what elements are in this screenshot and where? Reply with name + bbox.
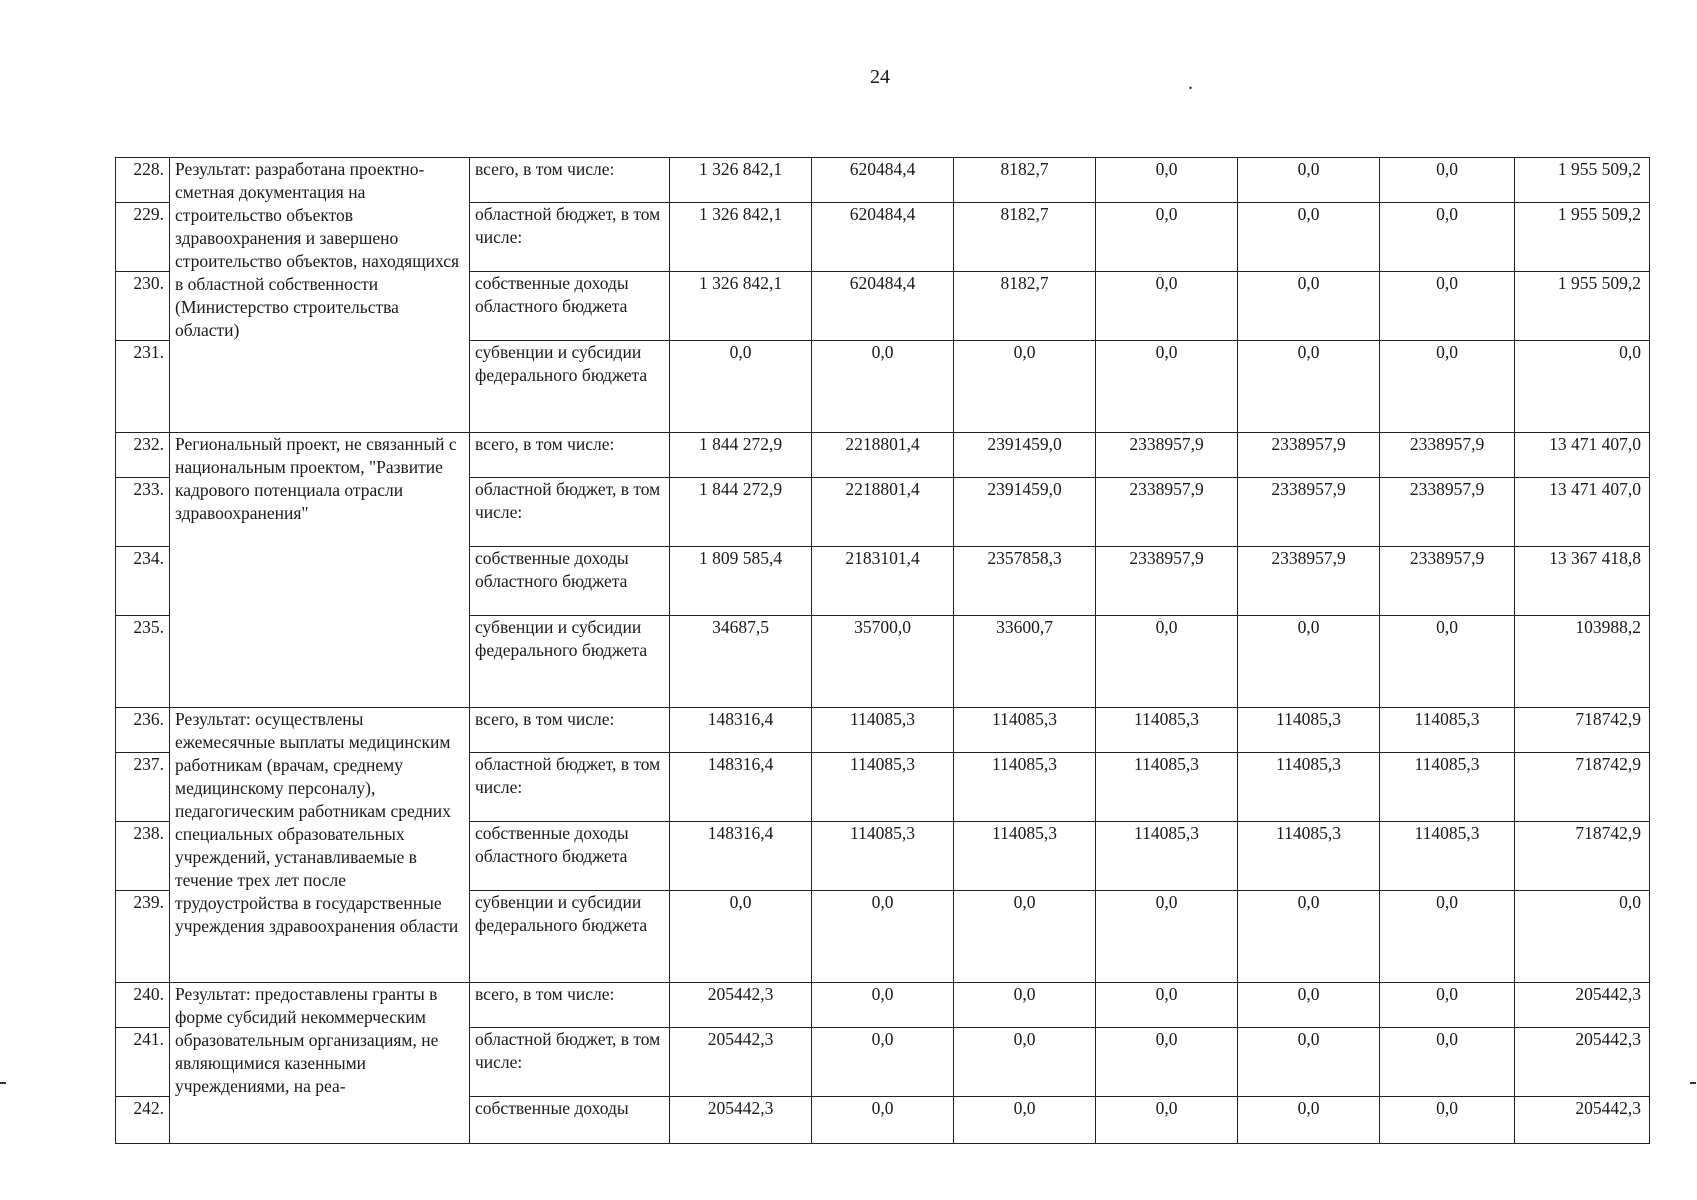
budget-table-body <box>116 158 1650 1144</box>
budget-table <box>115 157 1650 1144</box>
year-value: 1 326 842,1 <box>670 272 812 341</box>
row-number: 231. <box>116 341 170 433</box>
year-value: 35700,0 <box>812 616 954 708</box>
year-value: 0,0 <box>812 1028 954 1097</box>
year-value: 0,0 <box>954 1028 1096 1097</box>
total-value: 13 471 407,0 <box>1515 478 1650 547</box>
year-value: 0,0 <box>1238 158 1380 203</box>
row-number: 242. <box>116 1097 170 1144</box>
total-value: 205442,3 <box>1515 1028 1650 1097</box>
total-value: 1 955 509,2 <box>1515 203 1650 272</box>
row-number: 237. <box>116 753 170 822</box>
year-value: 114085,3 <box>954 708 1096 753</box>
year-value: 114085,3 <box>1238 708 1380 753</box>
year-value: 0,0 <box>1380 1097 1515 1144</box>
year-value: 0,0 <box>1238 891 1380 983</box>
year-value: 1 326 842,1 <box>670 158 812 203</box>
funding-source: собственные доходы областного бюджета <box>470 272 670 341</box>
result-description: Результат: предоставлены гранты в форме субсидий некоммерческим образовательным организациям, не являющимися казенными учреждениями, на реа- <box>170 983 470 1144</box>
year-value: 2338957,9 <box>1238 547 1380 616</box>
year-value: 114085,3 <box>1380 753 1515 822</box>
funding-source: субвенции и субсидии федерального бюджета <box>470 891 670 983</box>
row-number: 232. <box>116 433 170 478</box>
funding-source: всего, в том числе: <box>470 708 670 753</box>
year-value: 34687,5 <box>670 616 812 708</box>
year-value: 0,0 <box>812 891 954 983</box>
year-value: 2338957,9 <box>1238 433 1380 478</box>
year-value: 205442,3 <box>670 1028 812 1097</box>
year-value: 0,0 <box>1380 1028 1515 1097</box>
year-value: 2391459,0 <box>954 478 1096 547</box>
year-value: 0,0 <box>1096 616 1238 708</box>
table-row <box>116 708 1650 753</box>
year-value: 0,0 <box>1238 1028 1380 1097</box>
year-value: 0,0 <box>670 891 812 983</box>
year-value: 2357858,3 <box>954 547 1096 616</box>
year-value: 620484,4 <box>812 158 954 203</box>
table-row <box>116 433 1650 478</box>
funding-source: субвенции и субсидии федерального бюджета <box>470 616 670 708</box>
funding-source: субвенции и субсидии федерального бюджета <box>470 341 670 433</box>
year-value: 148316,4 <box>670 753 812 822</box>
year-value: 2338957,9 <box>1380 433 1515 478</box>
year-value: 0,0 <box>1096 272 1238 341</box>
year-value: 0,0 <box>1380 616 1515 708</box>
year-value: 8182,7 <box>954 158 1096 203</box>
year-value: 0,0 <box>954 341 1096 433</box>
funding-source: собственные доходы областного бюджета <box>470 822 670 891</box>
table-row <box>116 983 1650 1028</box>
year-value: 148316,4 <box>670 822 812 891</box>
row-number: 241. <box>116 1028 170 1097</box>
year-value: 2338957,9 <box>1096 547 1238 616</box>
year-value: 620484,4 <box>812 203 954 272</box>
year-value: 0,0 <box>812 1097 954 1144</box>
year-value: 8182,7 <box>954 203 1096 272</box>
margin-mark-right <box>1690 1082 1696 1084</box>
year-value: 0,0 <box>812 983 954 1028</box>
total-value: 0,0 <box>1515 341 1650 433</box>
year-value: 1 844 272,9 <box>670 478 812 547</box>
total-value: 0,0 <box>1515 891 1650 983</box>
year-value: 0,0 <box>1238 341 1380 433</box>
funding-source: областной бюджет, в том числе: <box>470 478 670 547</box>
funding-source: всего, в том числе: <box>470 158 670 203</box>
total-value: 103988,2 <box>1515 616 1650 708</box>
year-value: 0,0 <box>670 341 812 433</box>
row-number: 235. <box>116 616 170 708</box>
total-value: 205442,3 <box>1515 1097 1650 1144</box>
year-value: 0,0 <box>954 983 1096 1028</box>
year-value: 114085,3 <box>1096 753 1238 822</box>
year-value: 2338957,9 <box>1380 547 1515 616</box>
funding-source: всего, в том числе: <box>470 983 670 1028</box>
stray-mark: . <box>1188 72 1193 94</box>
year-value: 1 809 585,4 <box>670 547 812 616</box>
year-value: 0,0 <box>1238 983 1380 1028</box>
total-value: 1 955 509,2 <box>1515 158 1650 203</box>
year-value: 0,0 <box>1380 272 1515 341</box>
year-value: 0,0 <box>1380 341 1515 433</box>
year-value: 0,0 <box>1096 203 1238 272</box>
year-value: 0,0 <box>1096 1028 1238 1097</box>
result-description: Результат: разработана проектно-сметная документация на строительство объектов здравоохранения и завершено строительство объектов, находящихся в областной собственности (Министерство строительства области) <box>170 158 470 433</box>
year-value: 33600,7 <box>954 616 1096 708</box>
funding-source: собственные доходы <box>470 1097 670 1144</box>
year-value: 0,0 <box>1380 158 1515 203</box>
year-value: 114085,3 <box>1380 822 1515 891</box>
year-value: 0,0 <box>1238 272 1380 341</box>
row-number: 236. <box>116 708 170 753</box>
year-value: 148316,4 <box>670 708 812 753</box>
result-description: Результат: осуществлены ежемесячные выплаты медицинским работникам (врачам, среднему медицинскому персоналу), педагогическим работникам средних специальных образовательных учреждений, устанавливаемые в течение трех лет после трудоустройства в государственные учреждения здравоохранения области <box>170 708 470 983</box>
year-value: 0,0 <box>1096 158 1238 203</box>
year-value: 620484,4 <box>812 272 954 341</box>
row-number: 233. <box>116 478 170 547</box>
year-value: 0,0 <box>954 891 1096 983</box>
year-value: 114085,3 <box>1380 708 1515 753</box>
total-value: 1 955 509,2 <box>1515 272 1650 341</box>
year-value: 114085,3 <box>1238 753 1380 822</box>
year-value: 0,0 <box>1380 891 1515 983</box>
year-value: 0,0 <box>1380 983 1515 1028</box>
year-value: 0,0 <box>812 341 954 433</box>
year-value: 0,0 <box>1096 891 1238 983</box>
row-number: 239. <box>116 891 170 983</box>
year-value: 0,0 <box>1380 203 1515 272</box>
year-value: 2338957,9 <box>1096 478 1238 547</box>
result-description: Региональный проект, не связанный с национальным проектом, "Развитие кадрового потенциала отрасли здравоохранения" <box>170 433 470 708</box>
year-value: 2391459,0 <box>954 433 1096 478</box>
total-value: 718742,9 <box>1515 708 1650 753</box>
total-value: 205442,3 <box>1515 983 1650 1028</box>
year-value: 114085,3 <box>812 822 954 891</box>
total-value: 13 471 407,0 <box>1515 433 1650 478</box>
table-row <box>116 158 1650 203</box>
year-value: 114085,3 <box>812 708 954 753</box>
row-number: 240. <box>116 983 170 1028</box>
year-value: 114085,3 <box>954 753 1096 822</box>
year-value: 8182,7 <box>954 272 1096 341</box>
margin-mark-left <box>0 1082 6 1084</box>
year-value: 0,0 <box>1238 616 1380 708</box>
total-value: 718742,9 <box>1515 753 1650 822</box>
year-value: 2218801,4 <box>812 433 954 478</box>
total-value: 718742,9 <box>1515 822 1650 891</box>
year-value: 0,0 <box>1238 203 1380 272</box>
year-value: 114085,3 <box>954 822 1096 891</box>
year-value: 2218801,4 <box>812 478 954 547</box>
year-value: 2338957,9 <box>1238 478 1380 547</box>
funding-source: областной бюджет, в том числе: <box>470 753 670 822</box>
year-value: 114085,3 <box>1238 822 1380 891</box>
year-value: 0,0 <box>1096 983 1238 1028</box>
funding-source: всего, в том числе: <box>470 433 670 478</box>
year-value: 2338957,9 <box>1096 433 1238 478</box>
year-value: 0,0 <box>1096 1097 1238 1144</box>
funding-source: областной бюджет, в том числе: <box>470 1028 670 1097</box>
page-number: 24 <box>870 66 890 88</box>
year-value: 2183101,4 <box>812 547 954 616</box>
funding-source: областной бюджет, в том числе: <box>470 203 670 272</box>
year-value: 0,0 <box>1096 341 1238 433</box>
row-number: 238. <box>116 822 170 891</box>
total-value: 13 367 418,8 <box>1515 547 1650 616</box>
year-value: 114085,3 <box>1096 708 1238 753</box>
year-value: 1 844 272,9 <box>670 433 812 478</box>
year-value: 0,0 <box>1238 1097 1380 1144</box>
year-value: 0,0 <box>954 1097 1096 1144</box>
year-value: 114085,3 <box>812 753 954 822</box>
funding-source: собственные доходы областного бюджета <box>470 547 670 616</box>
row-number: 234. <box>116 547 170 616</box>
row-number: 228. <box>116 158 170 203</box>
year-value: 114085,3 <box>1096 822 1238 891</box>
row-number: 229. <box>116 203 170 272</box>
row-number: 230. <box>116 272 170 341</box>
year-value: 205442,3 <box>670 983 812 1028</box>
year-value: 1 326 842,1 <box>670 203 812 272</box>
year-value: 205442,3 <box>670 1097 812 1144</box>
year-value: 2338957,9 <box>1380 478 1515 547</box>
